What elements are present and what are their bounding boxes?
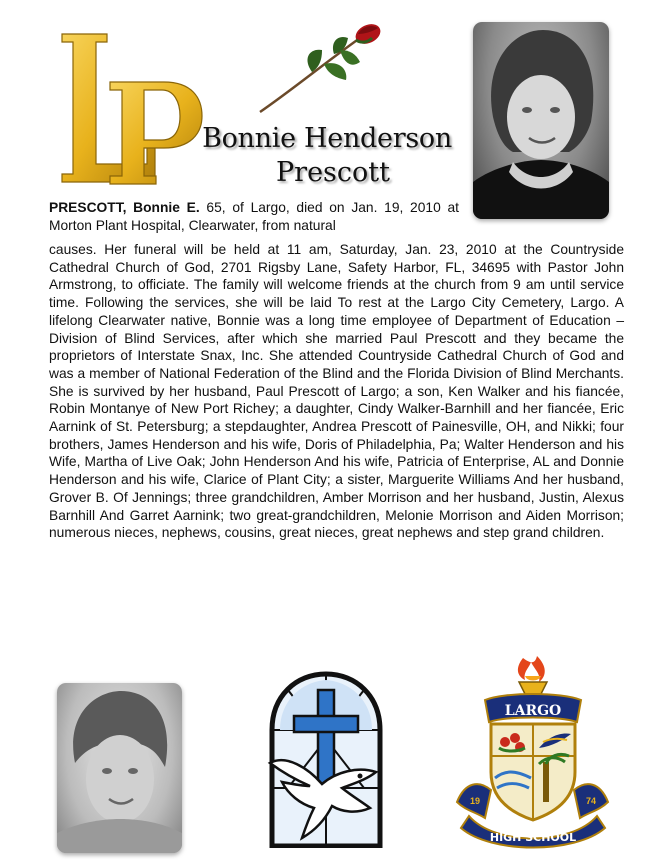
crest-year-left: 19	[469, 796, 481, 806]
obituary-lead-name: PRESCOTT, Bonnie E.	[49, 200, 200, 215]
crest-bottom-text: HIGH SCHOOL	[489, 831, 577, 844]
crest-year-right: 74	[585, 796, 597, 806]
rose-icon	[252, 20, 392, 120]
obituary-intro	[49, 199, 459, 234]
crest-top-text: LARGO	[504, 703, 562, 719]
name-line-2: Prescott	[276, 157, 390, 188]
cross-dove-window-icon	[266, 668, 386, 848]
largo-high-school-crest	[445, 652, 620, 852]
obituary-lead-rest: 65, of Largo, died on Jan. 19, 2010 at Morton Plant Hospital, Clearwater, from natural	[49, 200, 459, 233]
portrait-older-photo	[57, 683, 182, 853]
portrait-young-photo	[473, 22, 609, 219]
name-line-1: Bonnie Henderson	[202, 123, 452, 154]
obituary-body: causes. Her funeral will be held at 11 am, Saturday, Jan. 23, 2010 at the Countryside Cathedral Church of God, 2701 Rigsby Lane, Safety Harbor, FL, 34695 with Pastor John Armstrong, to officiate. The family will welcome friends at the church from 9 am until service time. Following the services, she will be laid To rest at the Largo City Cemetery, Largo. A lifelong Clearwater native, Bonnie was a long time employee of Department of Education – Division of Blind Services, after which she married Paul Prescott and they became the proprietors of Interstate Snax, Inc. She attended Countryside Cathedral Church of God and was a member of National Federation of the Blind and the Florida Division of Blind Merchants. She is survived by her husband, Paul Prescott of Largo; a son, Ken Walker and his fiancée, Robin Montanye of New Port Richey; a daughter, Cindy Walker-Barnhill and her fiancée, Eric Aarnink of St. Petersburg; a stepdaughter, Andrea Prescott of Painesville, OH, and Nikki; four brothers, James Henderson and his wife, Doris of Philadelphia, Pa; Walter Henderson and his Wife, Martha of Live Oak; John Henderson And his wife, Patricia of Enterprise, AL and Donnie Henderson and his wife, Clarice of Plant City; a sister, Marguerite Williams And her husband, Grover B. Of Jennings; three grandchildren, Amber Morrison and her husband, Justin, Alexus Barnhill And Garret Aarnink; two great-grandchildren, Melonie Morrison and Aiden Morrison; numerous nieces, nephews, cousins, great nieces, great nephews and step grand children.	[49, 242, 624, 541]
name-heading	[182, 122, 472, 190]
